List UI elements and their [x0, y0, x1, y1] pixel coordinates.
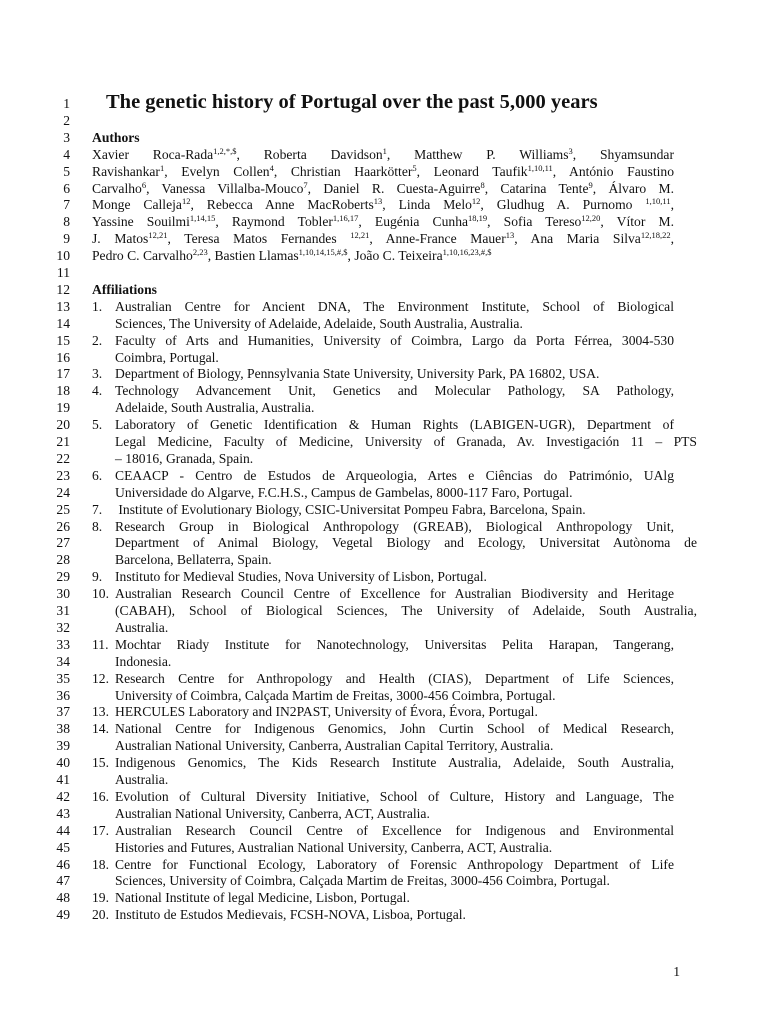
text-run: University of Coimbra, Calçada Martim de Freitas, 3000-456 Coimbra, Portugal.: [115, 687, 556, 703]
line-text: [92, 501, 674, 518]
affiliation-superscript: 9: [588, 179, 593, 190]
line-text: [92, 247, 674, 264]
line-number: 14: [56, 315, 70, 331]
affiliation-number: 3.: [92, 366, 103, 382]
line-number: 38: [56, 721, 70, 737]
line-text: [92, 788, 674, 805]
line-text: [92, 332, 674, 349]
line-text: [92, 602, 697, 619]
text-run: The genetic history of Portugal over the past 5,000 years: [106, 91, 598, 113]
line-text: [92, 315, 697, 332]
line-number: 45: [56, 839, 70, 855]
affiliation-superscript: 1,14,15: [189, 213, 216, 224]
text-run: HERCULES Laboratory and IN2PAST, University of Évora, Évora, Portugal.: [115, 704, 538, 720]
line-number: 29: [56, 569, 70, 585]
line-number: 10: [56, 248, 70, 264]
manuscript-line: [0, 703, 768, 720]
affiliation-superscript: 12: [181, 196, 191, 207]
manuscript-line: [0, 332, 768, 349]
text-run: , Roberta Davidson: [236, 146, 383, 162]
text-run: Authors: [92, 129, 140, 145]
text-run: , Vítor M.: [600, 214, 674, 230]
text-run: – 18016, Granada, Spain.: [115, 450, 254, 466]
line-number: 49: [56, 907, 70, 923]
text-run: Monge Calleja: [92, 197, 182, 213]
text-run: National Institute of legal Medicine, Lisbon, Portugal.: [115, 890, 410, 906]
line-text: [92, 872, 697, 889]
manuscript-line: [0, 568, 768, 585]
text-run: Research Group in Biological Anthropology (GREAB), Biological Anthropology Unit,: [115, 518, 674, 534]
text-run: Universidade do Algarve, F.C.H.S., Campus de Gambelas, 8000-117 Faro, Portugal.: [115, 484, 573, 500]
text-run: , Shyamsundar: [572, 146, 674, 162]
line-text: [92, 298, 674, 315]
manuscript-line: [0, 906, 768, 923]
line-number: 11: [56, 265, 70, 280]
manuscript-line: [0, 433, 768, 450]
line-text: [92, 670, 674, 687]
affiliation-number: 14.: [92, 721, 109, 737]
line-number: 40: [56, 755, 70, 771]
line-number: 16: [56, 349, 70, 365]
text-run: , Leonard Taufik: [416, 163, 528, 179]
section-heading: [92, 129, 674, 146]
affiliation-superscript: 13: [505, 230, 515, 241]
text-run: Pedro C. Carvalho: [92, 248, 193, 264]
text-run: Australian Research Council Centre of Excellence for Indigenous and Environmental: [115, 822, 674, 838]
line-text: [92, 822, 674, 839]
affiliation-superscript: 1,10,11: [527, 162, 553, 173]
affiliation-superscript: 1: [382, 145, 387, 156]
line-text: [92, 839, 697, 856]
line-text: [92, 703, 674, 720]
line-number: 28: [56, 552, 70, 568]
text-run: Laboratory of Genetic Identification & Human Rights (LABIGEN-UGR), Department of: [115, 417, 674, 433]
line-text: [92, 889, 674, 906]
line-number: 17: [56, 366, 70, 382]
manuscript-line: [0, 737, 768, 754]
manuscript-line: [0, 518, 768, 535]
text-run: , Raymond Tobler: [215, 214, 333, 230]
line-number: 43: [56, 805, 70, 821]
text-run: Indonesia.: [115, 653, 172, 669]
manuscript-line: [0, 129, 768, 146]
text-run: Australia.: [115, 619, 169, 635]
manuscript-line: [0, 484, 768, 501]
text-run: , Ana Maria Silva: [514, 231, 641, 247]
text-run: Australia.: [115, 772, 169, 787]
affiliation-superscript: 1: [159, 162, 165, 173]
affiliation-number: 9.: [92, 569, 103, 585]
text-run: Research Centre for Anthropology and Health (CIAS), Department of Life Sciences,: [115, 670, 674, 686]
affiliation-superscript: 12,18,22: [640, 230, 671, 241]
text-run: , Daniel R. Cuesta-Aguirre: [307, 180, 481, 196]
line-number: 30: [56, 586, 70, 602]
line-text: [92, 687, 697, 704]
line-number: 48: [56, 890, 70, 906]
manuscript-line: [0, 822, 768, 839]
line-number: 35: [56, 670, 70, 686]
affiliation-superscript: 5: [412, 162, 417, 173]
line-text: [92, 365, 674, 382]
text-run: Affiliations: [92, 281, 157, 297]
affiliation-superscript: 13: [373, 196, 383, 207]
text-run: Institute of Evolutionary Biology, CSIC-Universitat Pompeu Fabra, Barcelona, Spain.: [115, 501, 586, 517]
text-run: , Linda Melo: [382, 197, 472, 213]
affiliation-number: 12.: [92, 670, 109, 686]
affiliation-superscript: 1,2,*,$: [213, 145, 237, 156]
manuscript-line: [0, 146, 768, 163]
manuscript-line: [0, 450, 768, 467]
manuscript-line: [0, 247, 768, 264]
line-number: 8: [63, 214, 70, 230]
affiliation-number: 1.: [92, 298, 103, 314]
line-number: 41: [56, 772, 70, 787]
manuscript-line: [0, 720, 768, 737]
manuscript-line: [0, 856, 768, 873]
affiliation-superscript: 12,21: [148, 230, 168, 241]
manuscript-line: [0, 213, 768, 230]
line-number: 26: [56, 518, 70, 534]
affiliation-number: 6.: [92, 467, 103, 483]
line-text: [92, 856, 674, 873]
text-run: Ravishankar: [92, 163, 160, 179]
text-run: Faculty of Arts and Humanities, University of Coimbra, Largo da Porta Férrea, 3004-530: [115, 332, 674, 348]
manuscript-line: [0, 264, 768, 281]
manuscript-line: [0, 349, 768, 366]
text-run: , Evelyn Collen: [164, 163, 270, 179]
text-run: Australian National University, Canberra, Australian Capital Territory, Australia.: [115, 738, 554, 754]
manuscript-line: [0, 416, 768, 433]
line-number: 21: [56, 434, 70, 449]
text-run: Yassine Souilmi: [92, 214, 190, 230]
manuscript-line: [0, 839, 768, 856]
line-text: [92, 180, 674, 197]
text-run: , Matthew P. Williams: [386, 146, 569, 162]
line-number: 47: [56, 873, 70, 889]
text-run: , Bastien Llamas: [207, 248, 299, 264]
affiliation-number: 5.: [92, 417, 103, 433]
section-heading: [92, 281, 674, 298]
manuscript-line: [0, 670, 768, 687]
line-number: 3: [63, 129, 70, 145]
text-run: Technology Advancement Unit, Genetics and Molecular Pathology, SA Pathology,: [115, 383, 674, 399]
text-run: , Vanessa Villalba-Mouco: [146, 180, 304, 196]
affiliation-superscript: 6: [141, 179, 147, 190]
line-text: [92, 771, 697, 788]
line-text: [92, 163, 674, 180]
affiliation-superscript: 18,19: [468, 213, 488, 224]
text-run: CEAACP - Centro de Estudos de Arqueologia, Artes e Ciências do Património, UAlg: [115, 467, 674, 483]
affiliation-superscript: 12: [471, 196, 481, 207]
line-text: [92, 737, 697, 754]
line-text: [92, 720, 674, 737]
line-number: 31: [56, 603, 70, 618]
text-run: , Gludhug A. Purnomo: [480, 197, 646, 213]
affiliation-number: 19.: [92, 890, 109, 906]
affiliation-superscript: 3: [568, 145, 573, 156]
manuscript-line: [0, 602, 768, 619]
paper-title: [106, 91, 676, 113]
manuscript-line: [0, 771, 768, 788]
line-number: 22: [56, 450, 70, 466]
line-number: 1: [63, 96, 70, 111]
line-text: [92, 349, 697, 366]
text-run: , Rebecca Anne MacRoberts: [190, 197, 374, 213]
line-number: 36: [56, 687, 70, 703]
manuscript-line: [0, 196, 768, 213]
line-number: 4: [63, 146, 70, 162]
line-text: [92, 450, 697, 467]
line-text: [92, 382, 674, 399]
line-number: 46: [56, 856, 70, 872]
line-text: [92, 146, 674, 163]
text-run: , Anne-France Mauer: [369, 231, 506, 247]
affiliation-superscript: 7: [303, 179, 308, 190]
line-text: [92, 568, 674, 585]
manuscript-line: [0, 298, 768, 315]
affiliation-superscript: 1,10,11: [645, 196, 671, 207]
line-number: 23: [56, 467, 70, 483]
text-run: (CABAH), School of Biological Sciences, The University of Adelaide, South Australia,: [115, 603, 697, 618]
text-run: Department of Biology, Pennsylvania State University, University Park, PA 16802, USA.: [115, 366, 600, 382]
text-run: Histories and Futures, Australian National University, Canberra, ACT, Australia.: [115, 839, 553, 855]
line-number: 13: [56, 298, 70, 314]
manuscript-line: [0, 788, 768, 805]
line-text: [92, 619, 697, 636]
text-run: , Catarina Tente: [484, 180, 589, 196]
text-run: , João C. Teixeira: [347, 248, 443, 264]
line-text: [92, 754, 674, 771]
affiliation-number: 7.: [92, 501, 103, 517]
line-number: 33: [56, 636, 70, 652]
manuscript-line: [0, 872, 768, 889]
affiliation-number: 18.: [92, 856, 109, 872]
text-run: J. Matos: [92, 231, 149, 247]
manuscript-line: [0, 382, 768, 399]
text-run: Carvalho: [92, 180, 142, 196]
text-run: Mochtar Riady Institute for Nanotechnology, Universitas Pelita Harapan, Tangerang,: [115, 636, 674, 652]
manuscript-line: [0, 91, 768, 113]
manuscript-line: [0, 805, 768, 822]
line-number: 15: [56, 332, 70, 348]
line-number: 34: [56, 653, 70, 669]
line-number: 12: [56, 281, 70, 297]
affiliation-number: 20.: [92, 907, 109, 923]
text-run: Australian National University, Canberra, ACT, Australia.: [115, 805, 430, 821]
manuscript-line: [0, 467, 768, 484]
text-run: Xavier Roca-Rada: [92, 146, 214, 162]
affiliation-number: 2.: [92, 332, 103, 348]
manuscript-line: [0, 687, 768, 704]
affiliation-number: 8.: [92, 518, 103, 534]
line-text: [92, 484, 697, 501]
manuscript-line: [0, 585, 768, 602]
text-run: Sciences, University of Coimbra, Calçada Martim de Freitas, 3000-456 Coimbra, Portugal.: [115, 873, 610, 889]
line-text: [92, 213, 674, 230]
line-text: [92, 518, 674, 535]
line-text: [92, 467, 674, 484]
text-run: , Teresa Matos Fernandes: [167, 231, 351, 247]
line-text: [92, 534, 697, 551]
manuscript-line: [0, 754, 768, 771]
line-number: 19: [56, 400, 70, 416]
manuscript-line: [0, 399, 768, 416]
text-run: , Christian Haarkötter: [273, 163, 413, 179]
text-run: Indigenous Genomics, The Kids Research Institute Australia, Adelaide, South Australia,: [115, 755, 674, 771]
text-run: Barcelona, Bellaterra, Spain.: [115, 552, 272, 568]
line-number: 37: [56, 704, 70, 720]
affiliation-number: 15.: [92, 755, 109, 771]
manuscript-line: [0, 636, 768, 653]
line-number: 6: [63, 180, 70, 196]
manuscript-line: [0, 653, 768, 670]
line-text: [92, 416, 674, 433]
line-number: 39: [56, 738, 70, 754]
manuscript-line: [0, 534, 768, 551]
text-run: Adelaide, South Australia, Australia.: [115, 400, 315, 416]
line-number: 24: [56, 484, 70, 500]
text-run: ,: [670, 197, 674, 213]
line-number: 18: [56, 383, 70, 399]
manuscript-line: [0, 889, 768, 906]
line-text: [92, 196, 674, 213]
text-run: , Eugénia Cunha: [358, 214, 469, 230]
affiliation-superscript: 2,23: [192, 247, 208, 258]
affiliation-superscript: 1,10,16,23,#,$: [442, 247, 492, 258]
manuscript-line: [0, 315, 768, 332]
manuscript-line: [0, 619, 768, 636]
affiliation-number: 10.: [92, 586, 109, 602]
line-number: 42: [56, 788, 70, 804]
text-run: National Centre for Indigenous Genomics, John Curtin School of Medical Research,: [115, 721, 674, 737]
affiliation-number: 16.: [92, 788, 109, 804]
line-number: 44: [56, 822, 70, 838]
text-run: Sciences, The University of Adelaide, Adelaide, South Australia, Australia.: [115, 315, 523, 331]
line-text: [92, 906, 674, 923]
line-number: 27: [56, 535, 70, 551]
affiliation-superscript: 1,16,17: [332, 213, 359, 224]
manuscript-line: [0, 501, 768, 518]
line-text: [92, 805, 697, 822]
affiliation-number: 17.: [92, 822, 109, 838]
manuscript-line: [0, 551, 768, 568]
manuscript-line: [0, 112, 768, 129]
line-number: 20: [56, 417, 70, 433]
text-run: Legal Medicine, Faculty of Medicine, University of Granada, Av. Investigación 11 – PTS: [115, 434, 697, 449]
line-text: [92, 551, 697, 568]
affiliation-number: 13.: [92, 704, 109, 720]
affiliation-superscript: 4: [269, 162, 274, 173]
line-number: 32: [56, 619, 70, 635]
manuscript-line: [0, 281, 768, 298]
line-number: 25: [56, 501, 70, 517]
text-run: , António Faustino: [552, 163, 674, 179]
manuscript-line: [0, 163, 768, 180]
text-run: Evolution of Cultural Diversity Initiative, School of Culture, History and Language, The: [115, 788, 674, 804]
line-text: [92, 636, 674, 653]
line-text: [92, 230, 674, 247]
line-number: 9: [63, 231, 70, 247]
manuscript-line: [0, 365, 768, 382]
affiliation-number: 11.: [92, 636, 109, 652]
text-run: Coimbra, Portugal.: [115, 349, 219, 365]
text-run: Australian Centre for Ancient DNA, The Environment Institute, School of Biological: [115, 298, 674, 314]
line-text: [92, 433, 697, 450]
manuscript-line: [0, 180, 768, 197]
affiliation-superscript: 12,21: [350, 230, 370, 241]
line-number: 5: [63, 163, 70, 179]
line-text: [92, 653, 697, 670]
text-run: , Sofia Tereso: [487, 214, 582, 230]
line-text: [92, 399, 697, 416]
text-run: Centre for Functional Ecology, Laboratory of Forensic Anthropology Department of Life: [115, 856, 674, 872]
affiliation-number: 4.: [92, 383, 103, 399]
page-number: 1: [673, 964, 680, 979]
text-run: ,: [670, 231, 674, 247]
affiliation-superscript: 8: [480, 179, 485, 190]
text-run: Instituto for Medieval Studies, Nova University of Lisbon, Portugal.: [115, 569, 487, 585]
line-number: 2: [63, 112, 70, 128]
text-run: , Álvaro M.: [592, 180, 674, 196]
text-run: Department of Animal Biology, Vegetal Biology and Ecology, Universitat Autònoma de: [115, 535, 697, 551]
line-number: 7: [63, 197, 70, 213]
affiliation-superscript: 1,10,14,15,#,$: [298, 247, 348, 258]
affiliation-superscript: 12,20: [581, 213, 601, 224]
text-run: Instituto de Estudos Medievais, FCSH-NOVA, Lisboa, Portugal.: [115, 907, 466, 923]
manuscript-line: [0, 230, 768, 247]
text-run: Australian Research Council Centre of Excellence for Australian Biodiversity and Heritage: [115, 586, 674, 602]
line-text: [92, 585, 674, 602]
